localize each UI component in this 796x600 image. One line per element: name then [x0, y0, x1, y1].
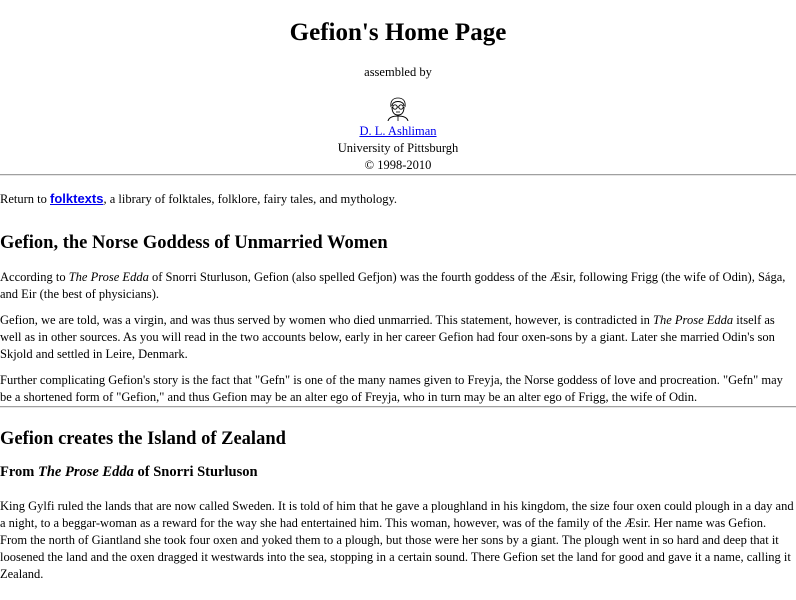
paragraph: According to The Prose Edda of Snorri Sturluson, Gefion (also spelled Gefjon) was the fourth goddess of the Æsir, following Frigg (the wife of Odin), Sága, and Eir (the best of physicians). — [0, 270, 786, 301]
divider — [0, 174, 796, 176]
section-heading-gefion: Gefion, the Norse Goddess of Unmarried Women — [0, 233, 388, 253]
author-portrait-icon[interactable] — [383, 97, 413, 121]
author-link[interactable]: D. L. Ashliman — [359, 124, 437, 138]
paragraph: Gefion, we are told, was a virgin, and was thus served by women who died unmarried. This statement, however, is contradicted in The Prose Edda itself as well as in other sources. As you will read in the two accounts below, early in her career Gefion had four oxen-sons by a giant. Later she married Odin's son Skjold and settled in Leire, Denmark. — [0, 313, 775, 361]
paragraph: King Gylfi ruled the lands that are now called Sweden. It is told of him that he gave a ploughland in his kingdom, the size four oxen could plough in a day and a night, to a beggar-woman as a reward for the way she had entertained him. This woman, however, was of the family of the Æsir. Her name was Gefion. From the north of Giantland she took four oxen and yoked them to a plough, but those were her sons by a giant. The plough went in so hard and deep that it loosened the land and the oxen dragged it westwards into the sea, stopping in a certain sound. There Gefion set the land for good and gave it a name, calling it Zealand. — [0, 499, 794, 581]
assembled-by-label: assembled by — [364, 65, 432, 79]
paragraph: Further complicating Gefion's story is the fact that "Gefn" is one of the many names given to Freyja, the Norse goddess of love and procreation. "Gefn" may be a shortened form of "Gefion," and thus Gefion may be an alter ego of Freyja, who in turn may be an alter ego of Frigg, the wife of Odin. — [0, 373, 783, 404]
copyright-label: © 1998-2010 — [364, 158, 432, 172]
folktexts-link[interactable]: folktexts — [50, 191, 104, 206]
page-header — [0, 0, 796, 174]
source-subheading: From The Prose Edda of Snorri Sturluson — [0, 464, 258, 480]
section-heading-zealand: Gefion creates the Island of Zealand — [0, 429, 286, 449]
divider — [0, 406, 796, 408]
page-title: Gefion's Home Page — [289, 19, 507, 46]
book-title: The Prose Edda — [653, 313, 734, 327]
main-content — [0, 190, 796, 406]
book-title: The Prose Edda — [38, 464, 134, 480]
university-label: University of Pittsburgh — [337, 141, 459, 155]
main-content-2 — [0, 428, 796, 583]
book-title: The Prose Edda — [68, 270, 149, 284]
return-line: Return to folktexts, a library of folktales, folklore, fairy tales, and mythology. — [0, 191, 398, 206]
